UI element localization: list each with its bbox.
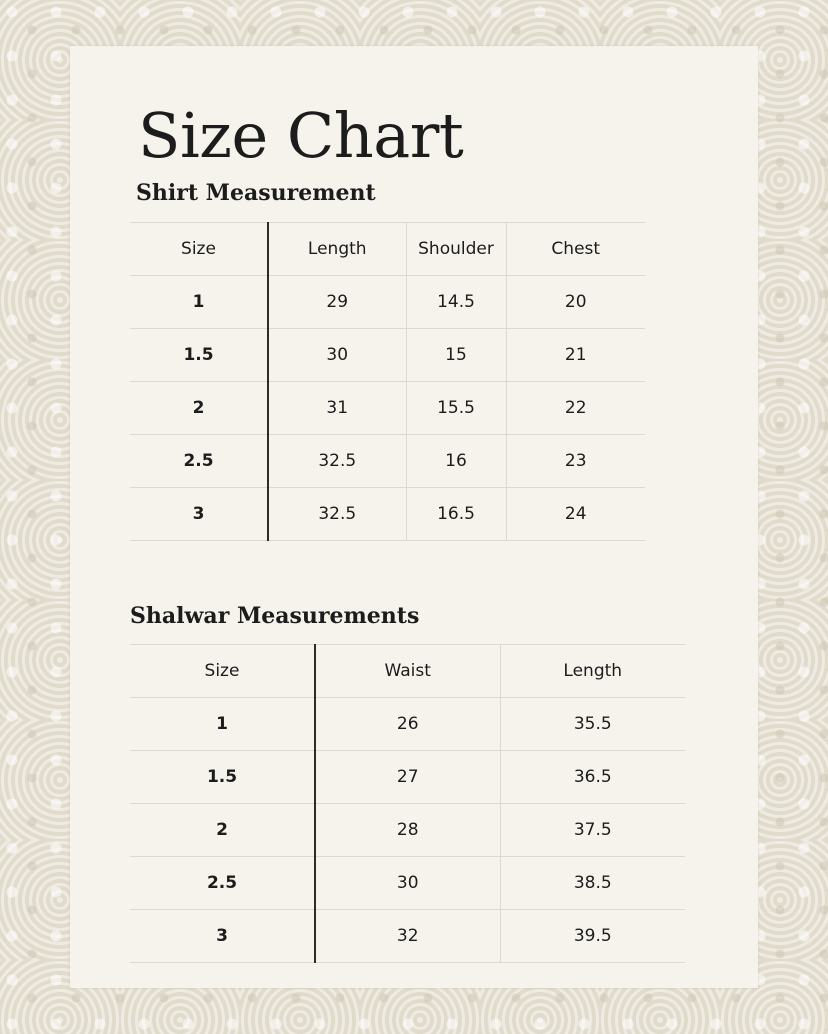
table-row <box>130 910 685 963</box>
size-cell: 3 <box>130 488 268 541</box>
size-cell: 1.5 <box>130 329 268 382</box>
column-header-chest: Chest <box>506 223 645 276</box>
shoulder-cell: 14.5 <box>406 276 506 329</box>
chest-cell: 21 <box>506 329 645 382</box>
table-row <box>130 276 645 329</box>
length-cell: 32.5 <box>268 488 406 541</box>
length-cell: 38.5 <box>500 857 685 910</box>
shalwar-section-title: Shalwar Measurements <box>130 603 420 629</box>
table-header-row <box>130 223 645 276</box>
table-row <box>130 329 645 382</box>
size-cell: 3 <box>130 910 315 963</box>
size-cell: 1 <box>130 698 315 751</box>
column-header-length: Length <box>500 645 685 698</box>
table-row <box>130 382 645 435</box>
shalwar-size-table <box>130 644 685 963</box>
shirt-size-table <box>130 222 645 541</box>
table-row <box>130 488 645 541</box>
length-cell: 29 <box>268 276 406 329</box>
column-header-size: Size <box>130 223 268 276</box>
waist-cell: 32 <box>315 910 500 963</box>
size-cell: 2 <box>130 804 315 857</box>
column-header-waist: Waist <box>315 645 500 698</box>
column-header-size: Size <box>130 645 315 698</box>
size-cell: 2.5 <box>130 857 315 910</box>
waist-cell: 30 <box>315 857 500 910</box>
size-cell: 2 <box>130 382 268 435</box>
shoulder-cell: 16 <box>406 435 506 488</box>
waist-cell: 28 <box>315 804 500 857</box>
table-row <box>130 435 645 488</box>
chest-cell: 24 <box>506 488 645 541</box>
length-cell: 37.5 <box>500 804 685 857</box>
size-chart-card <box>70 46 758 988</box>
column-header-length: Length <box>268 223 406 276</box>
length-cell: 32.5 <box>268 435 406 488</box>
table-row <box>130 857 685 910</box>
table-row <box>130 751 685 804</box>
shoulder-cell: 15.5 <box>406 382 506 435</box>
table-row <box>130 698 685 751</box>
size-cell: 1 <box>130 276 268 329</box>
page-title: Size Chart <box>138 99 464 172</box>
length-cell: 31 <box>268 382 406 435</box>
shoulder-cell: 16.5 <box>406 488 506 541</box>
chest-cell: 22 <box>506 382 645 435</box>
table-row <box>130 804 685 857</box>
length-cell: 35.5 <box>500 698 685 751</box>
shirt-section-title: Shirt Measurement <box>136 180 376 206</box>
waist-cell: 26 <box>315 698 500 751</box>
waist-cell: 27 <box>315 751 500 804</box>
table-header-row <box>130 645 685 698</box>
length-cell: 36.5 <box>500 751 685 804</box>
size-cell: 2.5 <box>130 435 268 488</box>
length-cell: 39.5 <box>500 910 685 963</box>
shoulder-cell: 15 <box>406 329 506 382</box>
length-cell: 30 <box>268 329 406 382</box>
column-header-shoulder: Shoulder <box>406 223 506 276</box>
chest-cell: 20 <box>506 276 645 329</box>
chest-cell: 23 <box>506 435 645 488</box>
size-cell: 1.5 <box>130 751 315 804</box>
